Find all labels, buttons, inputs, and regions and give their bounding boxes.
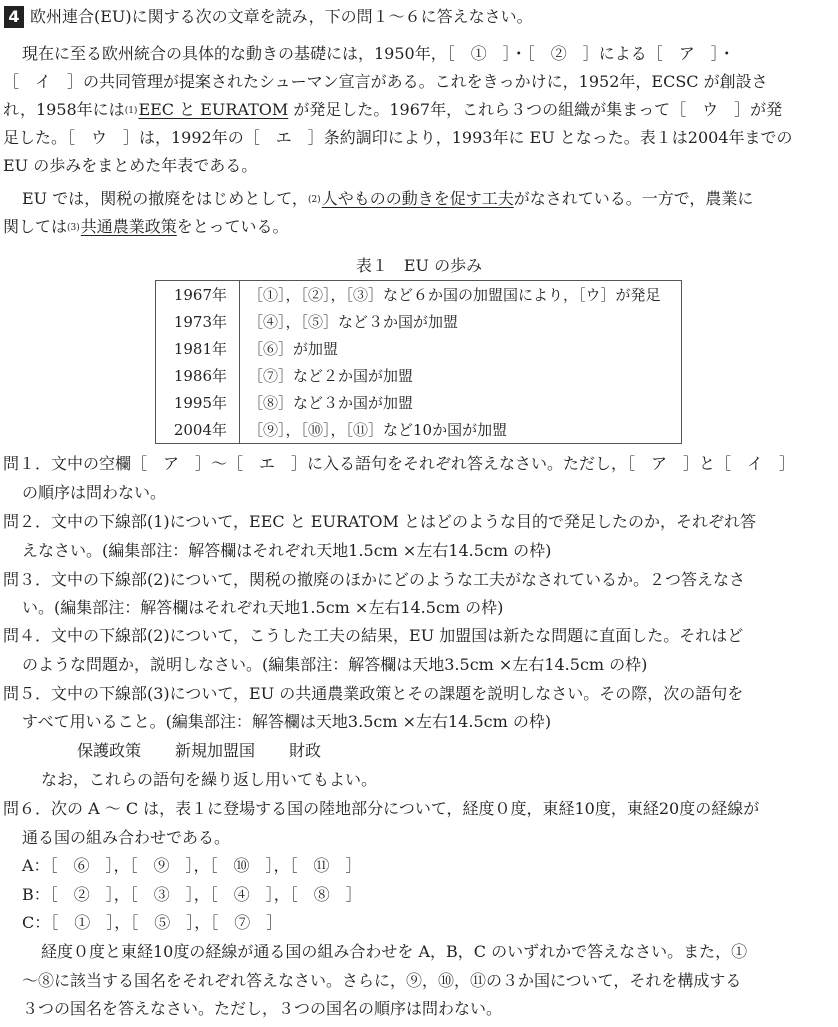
table-row <box>156 281 682 309</box>
table-row <box>156 362 682 389</box>
q5-line-1: 問５．文中の下線部(3)について，EU の共通農業政策とその課題を説明しなさい。その際，次の語句を <box>3 684 744 703</box>
q6-line-2: 通る国の組み合わせである。 <box>22 828 231 847</box>
table-row <box>156 389 682 416</box>
table-year-cell: 1967年 <box>156 281 240 309</box>
q3-line-2: い。(編集部注：解答欄はそれぞれ天地1.5cm ×左右14.5cm の枠) <box>22 598 504 617</box>
q4-line-2: のような問題か，説明しなさい。(編集部注：解答欄は天地3.5cm ×左右14.5cm の枠) <box>22 655 648 674</box>
underlined-cap: 共通農業政策 <box>80 217 177 236</box>
table-row <box>156 335 682 362</box>
table-event-cell: ［⑧］など３か国が加盟 <box>248 394 414 412</box>
underlined-movement-measures: 人やものの動きを促す工夫 <box>321 189 514 208</box>
q6-line-1: 問６．次の A ～ C は，表１に登場する国の陸地部分について，経度０度，東経10度，東経20度の経線が <box>3 799 760 818</box>
table-year-cell: 1973年 <box>156 308 240 335</box>
table-year-cell: 1995年 <box>156 389 240 416</box>
q6-line-5: ３つの国名を答えなさい。ただし，３つの国名の順序は問わない。 <box>22 999 503 1018</box>
q5-note: なお，これらの語句を繰り返し用いてもよい。 <box>41 770 378 789</box>
passage-line-3: れ，1958年には(1)EEC と EURATOM が発足した。1967年，これら３つの組織が集まって［ ウ ］が発 <box>3 100 783 119</box>
q6-option-a: A：［ ⑥ ］，［ ⑨ ］，［ ⑩ ］，［ ⑪ ］ <box>22 856 362 875</box>
q6-option-b: B：［ ② ］，［ ③ ］，［ ④ ］，［ ⑧ ］ <box>22 885 362 904</box>
q3-line-1: 問３．文中の下線部(2)について，関税の撤廃のほかにどのような工夫がなされているか。２つ答えなさ <box>3 570 746 589</box>
underline-marker-1: (1) <box>124 106 138 116</box>
table-event-cell: ［⑨］，［⑩］，［⑪］など10か国が加盟 <box>248 421 508 439</box>
table-caption: 表１ EU の歩み <box>355 256 483 275</box>
passage-line-7: 関しては(3)共通農業政策をとっている。 <box>3 217 289 236</box>
q2-line-1: 問２．文中の下線部(1)について，EEC と EURATOM とはどのような目的で発足したのか，それぞれ答 <box>3 512 756 531</box>
underline-marker-3: (3) <box>67 223 80 233</box>
underlined-eec-euratom: EEC と EURATOM <box>138 100 289 119</box>
keyword: 財政 <box>289 741 322 760</box>
table-year-cell: 2004年 <box>156 416 240 444</box>
table-row <box>156 416 682 444</box>
q6-line-4: ～⑧に該当する国名をそれぞれ答えなさい。さらに，⑨，⑩，⑪の３か国について，それを構成する <box>22 971 742 990</box>
passage-line-2: ［ イ ］の共同管理が提案されたシューマン宣言がある。これをきっかけに，1952年，ECSC が創設さ <box>3 72 768 91</box>
q1-line-1: 問１．文中の空欄［ ア ］～［ エ ］に入る語句をそれぞれ答えなさい。ただし，［ ア ］と［ イ ］ <box>3 454 796 473</box>
q5-line-2: すべて用いること。(編集部注：解答欄は天地3.5cm ×左右14.5cm の枠) <box>22 712 552 731</box>
table-event-cell: ［⑦］など２か国が加盟 <box>248 367 414 385</box>
table-row <box>156 308 682 335</box>
passage-line-1: 現在に至る欧州統合の具体的な動きの基礎には，1950年，［ ① ］・［ ② ］による［ ア ］・ <box>22 44 735 63</box>
q1-line-2: の順序は問わない。 <box>22 483 167 502</box>
q2-line-2: えなさい。(編集部注：解答欄はそれぞれ天地1.5cm ×左右14.5cm の枠) <box>22 541 552 560</box>
table-event-cell: ［①］，［②］，［③］など６か国の加盟国により，［ウ］が発足 <box>248 286 661 304</box>
passage-line-4: 足した。［ ウ ］は，1992年の［ エ ］条約調印により，1993年に EU となった。表１は2004年までの <box>3 128 793 147</box>
q5-keywords <box>77 740 355 762</box>
table-event-cell: ［④］，［⑤］など３か国が加盟 <box>248 313 459 331</box>
q4-line-1: 問４．文中の下線部(2)について，こうした工夫の結果，EU 加盟国は新たな問題に直面した。それはど <box>3 626 744 645</box>
passage-line-6: EU では，関税の撤廃をはじめとして，(2)人やものの動きを促す工夫がなされている。一方で，農業に <box>22 189 754 208</box>
table-event-cell: ［⑥］が加盟 <box>248 340 339 358</box>
question-heading <box>4 6 533 28</box>
eu-history-table <box>155 280 682 444</box>
passage-line-5: EU の歩みをまとめた年表である。 <box>3 156 258 175</box>
question-number-badge: 4 <box>4 6 24 28</box>
table-year-cell: 1981年 <box>156 335 240 362</box>
keyword: 保護政策 <box>77 741 142 760</box>
q6-line-3: 経度０度と東経10度の経線が通る国の組み合わせを A，B，C のいずれかで答えなさい。また，① <box>41 942 748 961</box>
heading-text: 欧州連合(EU)に関する次の文章を読み，下の問１～６に答えなさい。 <box>30 7 533 26</box>
q6-option-c: C：［ ① ］，［ ⑤ ］，［ ⑦ ］ <box>22 913 283 932</box>
table-year-cell: 1986年 <box>156 362 240 389</box>
underline-marker-2: (2) <box>307 195 321 205</box>
keyword: 新規加盟国 <box>175 741 256 760</box>
